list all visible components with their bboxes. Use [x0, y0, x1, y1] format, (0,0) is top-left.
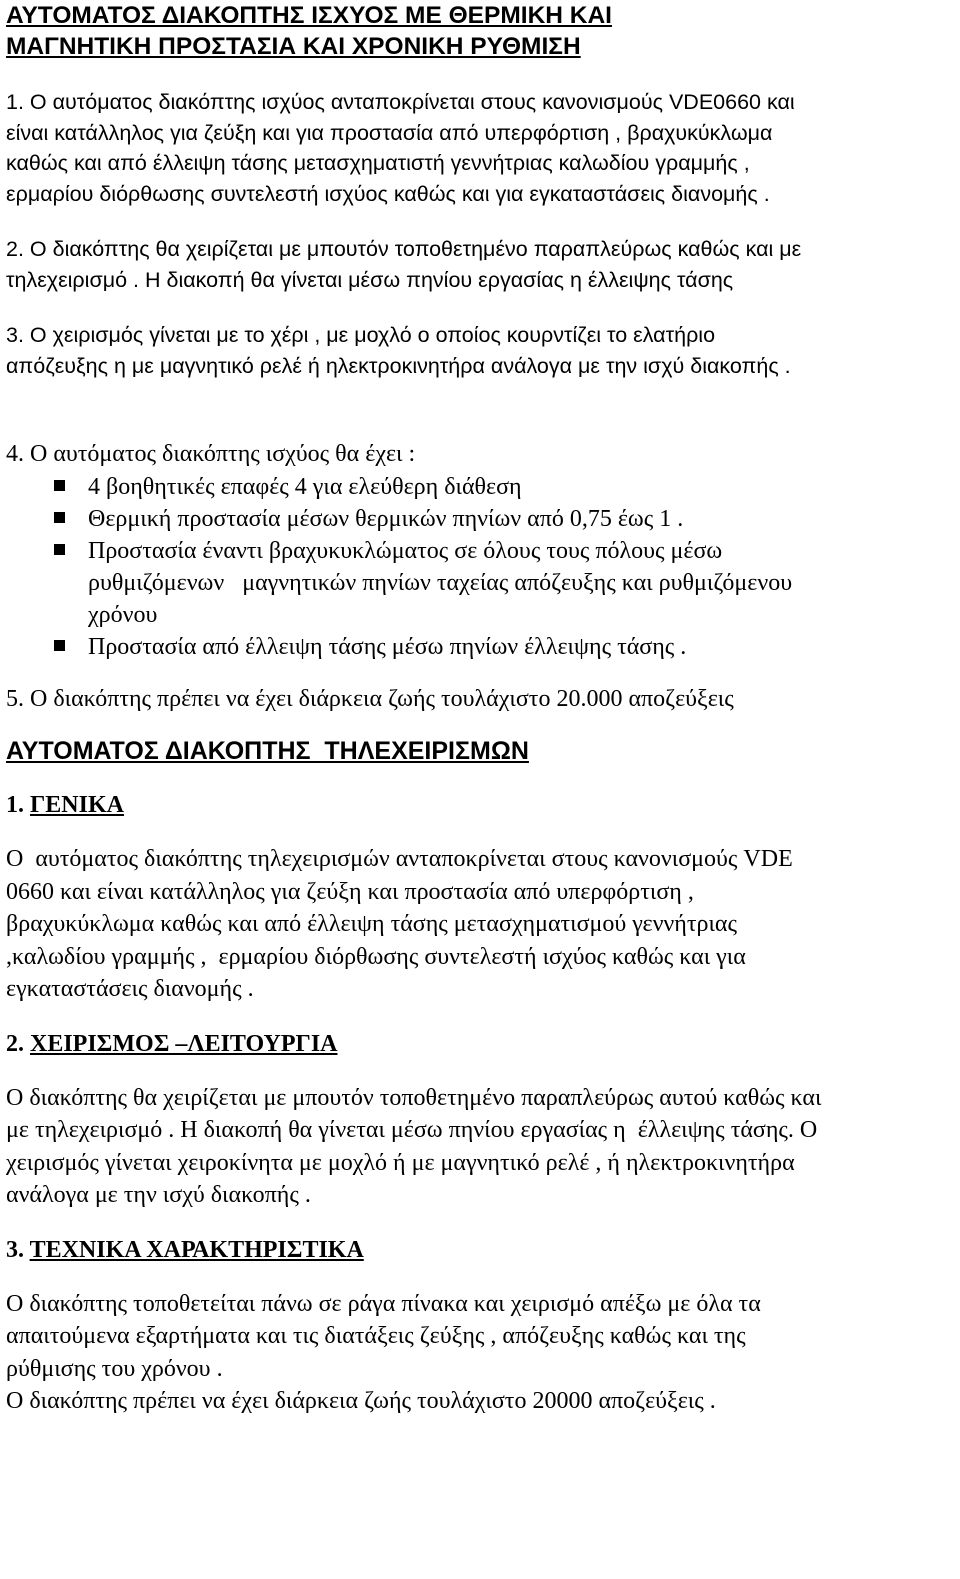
paragraph-1	[6, 87, 954, 209]
section-heading-text: ΤΕΧΝΙΚΑ ΧΑΡΑΚΤΗΡΙΣΤΙΚΑ	[29, 1236, 364, 1263]
text-line: 2. Ο διακόπτης θα χειρίζεται με μπουτόν τοποθετημένο παραπλεύρως καθώς και με	[6, 237, 802, 261]
text-line: ,καλωδίου γραμμής , ερμαρίου διόρθωσης συντελεστή ισχύος καθώς και για	[6, 943, 746, 970]
section-number: 2.	[6, 1030, 30, 1057]
text-line: ανάλογα με την ισχύ διακοπής .	[6, 1182, 311, 1208]
text-line: εγκαταστάσεις διανομής .	[6, 976, 254, 1002]
section-heading-text: ΓΕΝΙΚΑ	[30, 792, 124, 818]
section-heading-1	[6, 789, 954, 821]
list-item-text: χρόνου	[88, 601, 158, 628]
list-item	[6, 471, 954, 503]
square-bullet-icon	[54, 640, 65, 651]
text-line: ρύθμισης του χρόνου .	[6, 1355, 223, 1382]
text-line: Ο αυτόματος διακόπτης τηλεχειρισμών ανταποκρίνεται στους κανονισμούς VDE	[6, 846, 793, 872]
paragraph-4-intro: 4. Ο αυτόματος διακόπτης ισχύος θα έχει :	[6, 441, 416, 467]
text-line: είναι κατάλληλος για ζεύξη και για προστασία από υπερφόρτιση , βραχυκύκλωμα	[6, 120, 773, 145]
text-line: Ο διακόπτης τοποθετείται πάνω σε ράγα πίνακα και χειρισμό απέξω με όλα τα	[6, 1290, 761, 1317]
text-line: απαιτούμενα εξαρτήματα και τις διατάξεις ζεύξης , απόζευξης καθώς και της	[6, 1323, 746, 1349]
title-line: ΜΑΓΝΗΤΙΚΗ ΠΡΟΣΤΑΣΙΑ ΚΑΙ ΧΡΟΝΙΚΗ ΡΥΘΜΙΣΗ	[6, 33, 581, 60]
section-title	[6, 735, 954, 767]
list-item-text: Θερμική προστασία μέσων θερμικών πηνίων από 0,75 έως 1 .	[88, 505, 684, 532]
paragraph-2	[6, 234, 954, 295]
text-line: ερμαρίου διόρθωσης συντελεστή ισχύος καθώς και για εγκαταστάσεις διανομής .	[6, 181, 770, 206]
section-1-body	[6, 843, 954, 1006]
text-line: Ο διακόπτης θα χειρίζεται με μπουτόν τοποθετημένο παραπλεύρως αυτού καθώς και	[6, 1084, 822, 1111]
section-number: 3.	[6, 1236, 30, 1263]
section-heading-3	[6, 1234, 954, 1266]
list-item	[6, 535, 954, 631]
text-line: με τηλεχειρισμό . Η διακοπή θα γίνεται μέσω πηνίου εργασίας η έλλειψης τάσης. Ο	[6, 1117, 818, 1143]
text-line: καθώς και από έλλειψη τάσης μετασχηματιστή γεννήτριας καλωδίου γραμμής ,	[6, 151, 750, 175]
square-bullet-icon	[54, 544, 65, 555]
section-3-body	[6, 1288, 954, 1418]
list-item-text: Προστασία έναντι βραχυκυκλώματος σε όλους τους πόλους μέσω	[88, 537, 723, 564]
title-line: ΑΥΤΟΜΑΤΟΣ ΔΙΑΚΟΠΤΗΣ ΙΣΧΥΟΣ ΜΕ ΘΕΡΜΙΚΗ ΚΑΙ	[6, 2, 612, 29]
section-heading-2	[6, 1028, 954, 1060]
text-line: χειρισμός γίνεται χειροκίνητα με μοχλό ή με μαγνητικό ρελέ , ή ηλεκτροκινητήρα	[6, 1149, 795, 1176]
text-line: 1. Ο αυτόματος διακόπτης ισχύος ανταποκρίνεται στους κανονισμούς VDE0660 και	[6, 90, 795, 114]
text-line: απόζευξης η με μαγνητικό ρελέ ή ηλεκτροκινητήρα ανάλογα με την ισχύ διακοπής .	[6, 353, 791, 378]
square-bullet-icon	[54, 512, 65, 523]
text-line: 0660 και είναι κατάλληλος για ζεύξη και προστασία από υπερφόρτιση ,	[6, 878, 694, 905]
list-item-text: ρυθμιζόμενων μαγνητικών πηνίων ταχείας απόζευξης και ρυθμιζόμενου	[88, 569, 793, 596]
feature-list	[6, 471, 954, 663]
list-item-text: Προστασία από έλλειψη τάσης μέσω πηνίων έλλειψης τάσης .	[88, 633, 687, 660]
square-bullet-icon	[54, 480, 65, 491]
list-item-text: 4 βοηθητικές επαφές 4 για ελεύθερη διάθεση	[88, 473, 522, 500]
document-page	[6, 0, 954, 1418]
section-number: 1.	[6, 792, 30, 818]
document-title	[6, 0, 954, 62]
paragraph-5: 5. Ο διακόπτης πρέπει να έχει διάρκεια ζωής τουλάχιστο 20.000 αποζεύξεις	[6, 685, 734, 712]
list-item	[6, 631, 954, 663]
text-line: τηλεχειρισμό . Η διακοπή θα γίνεται μέσω πηνίου εργασίας η έλλειψης τάσης	[6, 267, 734, 292]
text-line: Ο διακόπτης πρέπει να έχει διάρκεια ζωής τουλάχιστο 20000 αποζεύξεις .	[6, 1388, 716, 1414]
text-line: βραχυκύκλωμα καθώς και από έλλειψη τάσης μετασχηματισμού γεννήτριας	[6, 911, 737, 937]
section-2-body	[6, 1082, 954, 1212]
text-line: 3. Ο χειρισμός γίνεται με το χέρι , με μοχλό ο οποίος κουρντίζει το ελατήριο	[6, 323, 716, 347]
list-item	[6, 503, 954, 535]
section-title-text: ΑΥΤΟΜΑΤΟΣ ΔΙΑΚΟΠΤΗΣ ΤΗΛΕΧΕΙΡΙΣΜΩΝ	[6, 737, 529, 765]
paragraph-3	[6, 320, 954, 381]
section-heading-text: ΧΕΙΡΙΣΜΟΣ –ΛΕΙΤΟΥΡΓΙΑ	[30, 1030, 338, 1057]
